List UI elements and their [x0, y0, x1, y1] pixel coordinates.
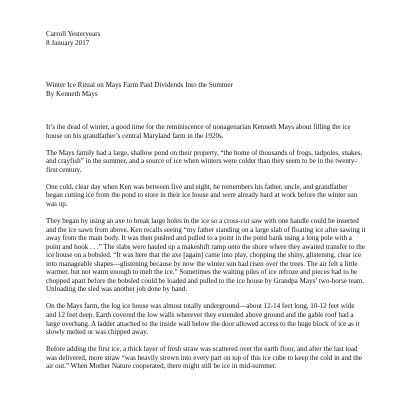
- paragraph: The Mays family had a large, shallow pond on their property, “the home of thousands of frogs, tadpoles, snakes, and crayfish” in the summer, and a source of ice when winters were colder than they seem to be in the twenty-first century.: [46, 148, 363, 174]
- paragraph: On the Mays farm, the log ice house was almost totally underground—about 12-14 feet long, 10-12 feet wide and 12 feet deep. Earth covered the low walls wherever they extended above ground and the gable roof had a large overhang. A ladder attached to the inside wall below the door allowed access to the huge block of ice as it slowly melted or was chipped away.: [46, 302, 360, 337]
- paragraph: It’s the dead of winter, a good time for the reminiscence of nonagenarian Kenneth Mays about filling the ice house on his grandfather’s central Maryland farm in the 1920s.: [46, 123, 351, 140]
- paragraph: One cold, clear day when Ken was between five and eight, he remembers his father, uncle, and grandfather began cutting ice from the pond to store in their ice house and were already hard at work before the winter sun was up.: [46, 182, 358, 208]
- publication-name: Carroll Yesteryears: [46, 30, 101, 38]
- paragraph: Before adding the first ice, a thick layer of fresh straw was scattered over the earth floor, and after the last load was delivered, more straw “was heavily strewn into every part on top of this ice cube to keep the cold in and the air out.” When Mother Nature cooperated, there might still be ice in mid-summer.: [46, 345, 362, 371]
- article-byline: By Kenneth Mays: [46, 89, 98, 98]
- document-header: [46, 30, 366, 47]
- article-heading: [46, 81, 366, 98]
- paragraph: They began by using an axe to break large holes in the ice so a cross-cut saw with one handle could be inserted and the ice sawn from above. Ken recalls seeing “my father standing on a large slab of floating ice after sawing it away from the main body. It was then pushed and pulled to a point in the pond bank using a long pole with a point and hook . . .” The slabs were hauled up a makeshift ramp onto the shore where they awaited transfer to the ice house on a bobsled. “It was here that the axe [again] came into play, chopping the shiny, glistening, clear ice into manageable shapes—glistening because by now the winter sun had risen over the trees. The air felt a little warmer, but not warm enough to melt the ice.” Sometimes the waiting piles of ice refroze and pieces had to be chopped apart before the bobsled could be loaded and pulled to the ice house by Grandpa Mays’ two-horse team. Unloading the sled was another job done by hand.: [46, 217, 366, 294]
- article-title: Winter Ice Ritual on Mays Farm Paid Dividends Into the Summer: [46, 81, 233, 89]
- publication-date: 8 January 2017: [46, 38, 90, 47]
- article-body: [46, 123, 366, 379]
